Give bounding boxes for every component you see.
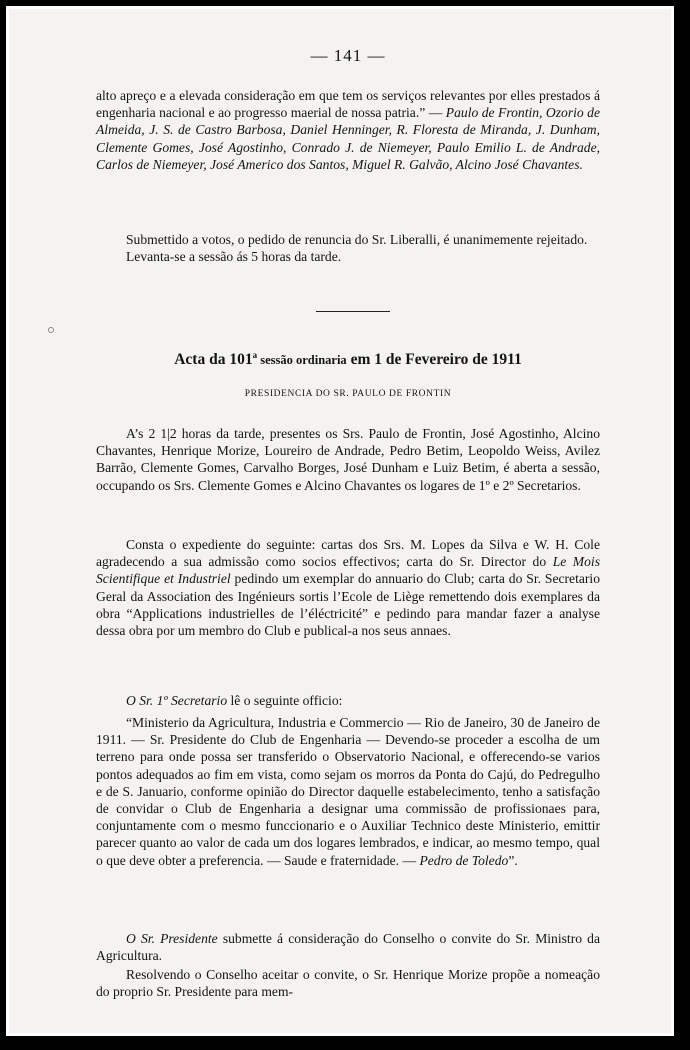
president-text: submette á consideração do Conselho o convite do Sr. Ministro da Agricultura. xyxy=(96,931,600,964)
vote-paragraph: Submettido a votos, o pedido de renuncia do Sr. Liberalli, é unanimemente rejeitado. xyxy=(126,232,588,247)
president-label: O Sr. Presidente xyxy=(126,931,218,946)
heading-mid: sessão ordinaria xyxy=(257,353,347,368)
section-divider xyxy=(316,311,390,312)
heading-sup: a xyxy=(252,350,258,360)
correspondence-text-b: pedindo um exemplar do annuario do Club; carta do Sr. Secretario Geral da Association des Ingénieurs sortis l’Ecole de Liège remettendo dois exemplares da obra “Applications industrielles de l’éléctricité” e pedindo para mandar fazer a analyse dessa obra por um membro do Club e publical-a nos seus annaes. xyxy=(96,571,600,639)
president-paragraph xyxy=(96,930,600,964)
letter-signature: Pedro de Toledo xyxy=(419,852,509,868)
journal-title: Le Mois Scientifique et Industriel xyxy=(96,554,600,587)
secretary-label: O Sr. 1º Secretario xyxy=(126,693,228,708)
letter-text: “Ministerio da Agricultura, Industria e Commercio — Rio de Janeiro, 30 de Janeiro de 1911. — Sr. Presidente do Club de Engenharia — Devendo-se proceder a escolha de um terreno para onde possa ser transferido o Observatorio Nacional, e offerecendo-se varios pontos adequados ao fim em vista, como sejam os morros da Ponta do Cajú, do Pedregulho e de S. Januario, conforme opinião do Director daquelle estabelecimento, tenho a satisfação de convidar o Club de Engenharia a designar uma commissão de profissionaes para, conjuntamente com o mesmo funccionario e o Auxiliar Technico deste Ministerio, emittir parecer quanto ao valor de cada um dos logares lembrados, e indicar, ao mesmo tempo, qual o que deve obter a preferencia. — Saude e fraternidade. — xyxy=(96,715,600,868)
heading-part: Acta da 101 xyxy=(174,351,253,369)
resolution-paragraph: Resolvendo o Conselho aceitar o convite, o Sr. Henrique Morize propõe a nomeação do proprio Sr. Presidente para mem- xyxy=(96,967,600,1000)
heading-date: em 1 de Fevereiro de 1911 xyxy=(346,351,522,369)
vote-block xyxy=(96,231,600,265)
secretary-text: lê o seguinte officio: xyxy=(227,693,343,708)
official-letter xyxy=(96,714,600,869)
margin-mark xyxy=(48,327,54,333)
letter-end: ”. xyxy=(508,852,518,868)
adjourn-paragraph: Levanta-se a sessão ás 5 horas da tarde. xyxy=(126,249,342,265)
closing-paragraph xyxy=(96,87,600,173)
document-page xyxy=(6,6,674,1036)
correspondence-paragraph xyxy=(96,536,600,639)
signatories: Paulo de Frontin, Ozorio de Almeida, J. S. de Castro Barbosa, Daniel Henninger, R. Floresta de Miranda, J. Dunham, Clemente Gomes, José Agostinho, Conrado J. de Niemeyer, Paulo Emilio L. de Andrade, Carlos de Niemeyer, José Americo dos Santos, Miguel R. Galvão, Alcino José Chavantes. xyxy=(96,105,600,172)
section-heading xyxy=(96,347,600,369)
presidency-line: PRESIDENCIA DO SR. PAULO DE FRONTIN xyxy=(244,389,452,399)
attendance-paragraph: A’s 2 1|2 horas da tarde, presentes os Srs. Paulo de Frontin, José Agostinho, Alcino Chavantes, Henrique Morize, Loureiro de Andrade, Pedro Betim, Leopoldo Weiss, Avilez Barrão, Clemente Gomes, Carvalho Borges, José Dunham e Luiz Betim, é aberta a sessão, occupando os Srs. Clemente Gomes e Alcino Chavantes os logares de 1º e 2º Secretarios. xyxy=(96,426,600,493)
closing-text: alto apreço e a elevada consideração em que tem os serviços relevantes por elles prestados á engenharia nacional e ao progresso maerial de nossa patria.” — xyxy=(96,88,600,121)
page-number: — 141 — xyxy=(310,46,386,65)
secretary-paragraph xyxy=(96,692,600,709)
correspondence-text-a: Consta o expediente do seguinte: cartas dos Srs. M. Lopes da Silva e W. H. Cole agradecendo a sua admissão como socios effectivos; carta do Sr. Director do xyxy=(96,537,600,570)
